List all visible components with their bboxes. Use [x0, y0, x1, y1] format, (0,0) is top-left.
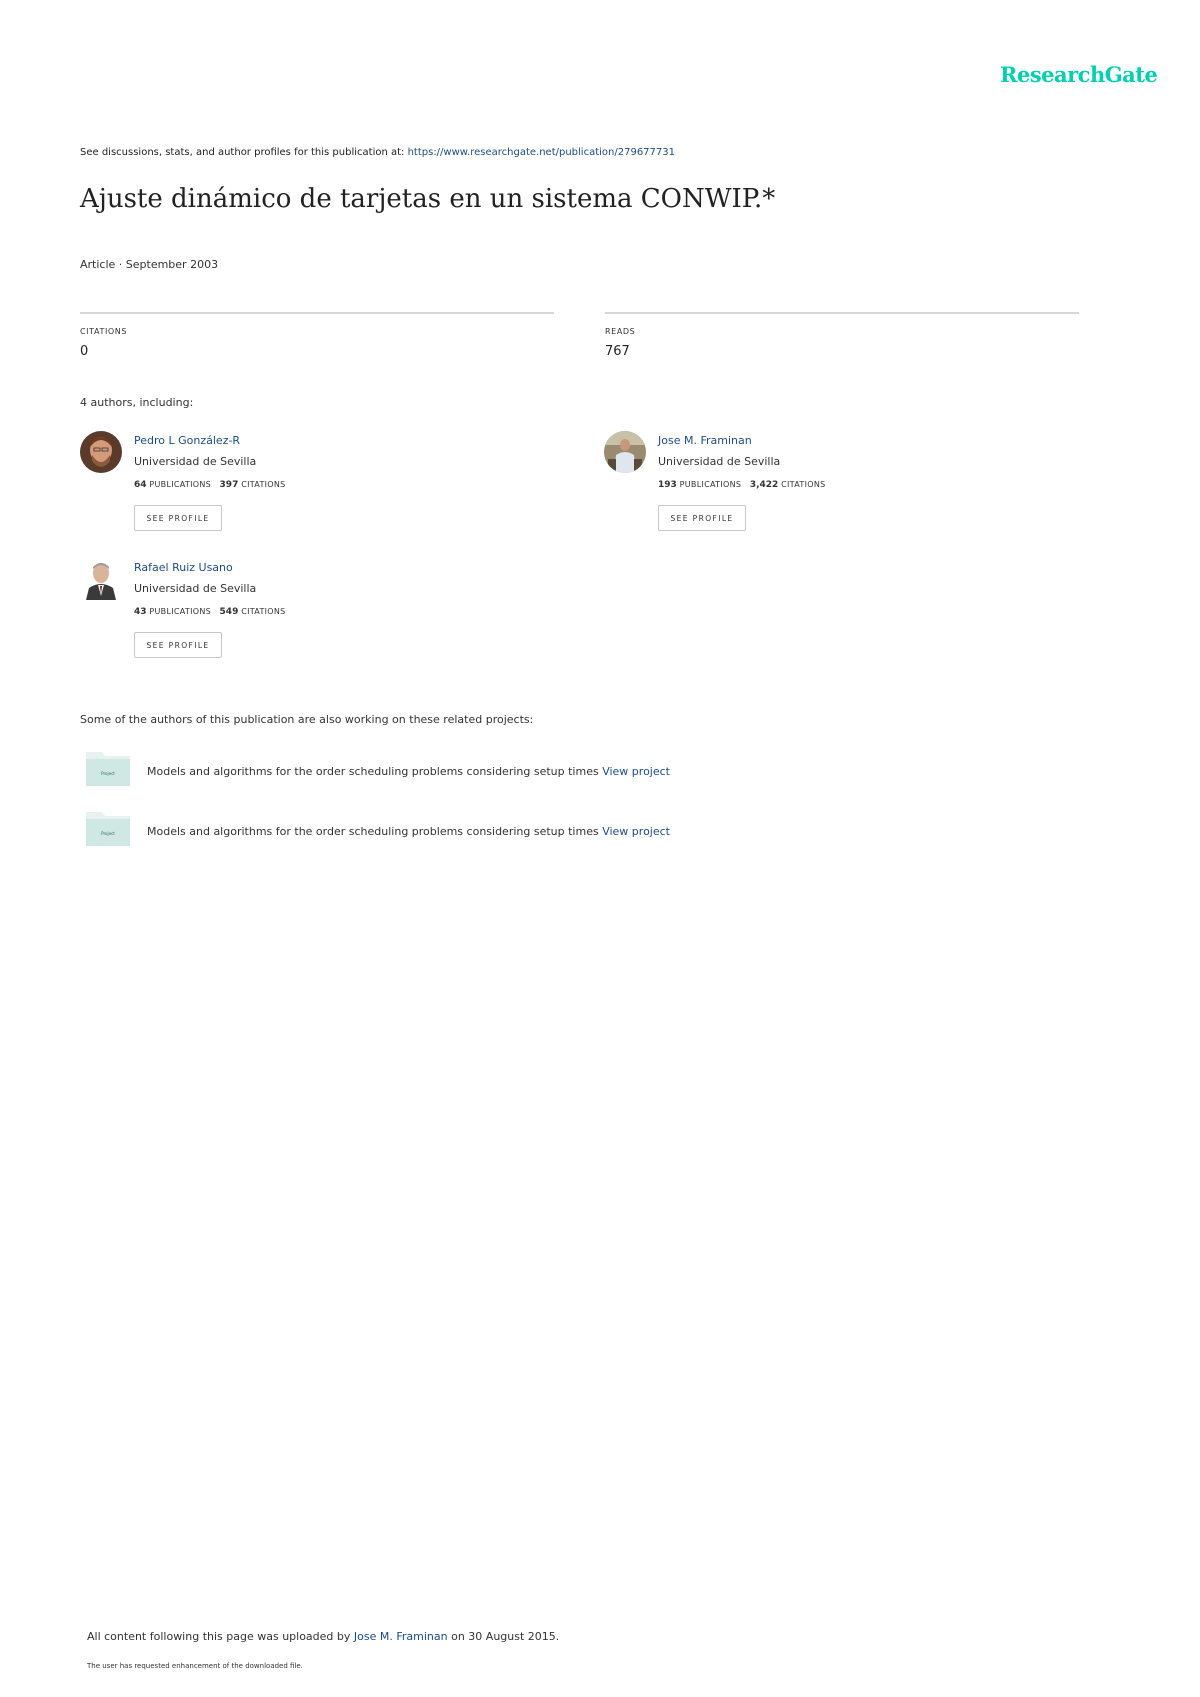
- upload-prefix: All content following this page was uploaded by: [87, 1630, 354, 1643]
- author-name-jose[interactable]: Jose M. Framinan: [658, 434, 752, 447]
- header-line: [80, 147, 675, 158]
- citations-word: CITATIONS: [781, 480, 826, 489]
- author-institution-pedro: Universidad de Sevilla: [134, 455, 257, 468]
- publications-word: PUBLICATIONS: [149, 607, 212, 616]
- publications-count: 43: [134, 607, 147, 617]
- publication-meta: Article · September 2003: [80, 258, 219, 271]
- citations-value: 0: [80, 344, 89, 359]
- reads-label: READS: [605, 327, 636, 336]
- publications-count: 64: [134, 480, 147, 490]
- project-item: [147, 765, 670, 778]
- researchgate-logo[interactable]: ResearchGate: [1000, 62, 1158, 87]
- avatar-photo-icon: [80, 558, 122, 600]
- author-name-pedro[interactable]: Pedro L González-R: [134, 434, 241, 447]
- citations-count: 3,422: [749, 480, 779, 490]
- view-project-link[interactable]: View project: [602, 825, 670, 838]
- citations-word: CITATIONS: [241, 607, 286, 616]
- enhancement-note: The user has requested enhancement of the downloaded file.: [87, 1662, 303, 1670]
- project-item: [147, 825, 670, 838]
- avatar-jose[interactable]: [604, 431, 646, 473]
- uploader-link[interactable]: Jose M. Framinan: [353, 1630, 448, 1643]
- see-profile-button-rafael[interactable]: SEE PROFILE: [134, 632, 222, 658]
- avatar-rafael[interactable]: [80, 558, 122, 600]
- citations-word: CITATIONS: [241, 480, 286, 489]
- avatar-pedro[interactable]: [80, 431, 122, 473]
- upload-note: [87, 1630, 559, 1643]
- project-folder-label: Project: [101, 771, 115, 776]
- publication-title: Ajuste dinámico de tarjetas en un sistema CONWIP.*: [80, 184, 776, 214]
- citations-count: 549: [219, 607, 239, 617]
- publications-word: PUBLICATIONS: [149, 480, 212, 489]
- project-description: Models and algorithms for the order scheduling problems considering setup times: [147, 765, 603, 778]
- reads-value: 767: [605, 344, 630, 359]
- avatar-photo-icon: [604, 431, 646, 473]
- citations-label: CITATIONS: [80, 327, 128, 336]
- project-folder-icon: [86, 750, 130, 786]
- upload-suffix: on 30 August 2015.: [447, 1630, 560, 1643]
- author-institution-jose: Universidad de Sevilla: [658, 455, 781, 468]
- avatar-photo-icon: [80, 431, 122, 473]
- publication-url-link[interactable]: https://www.researchgate.net/publication/279677731: [407, 147, 675, 158]
- see-profile-button-jose[interactable]: SEE PROFILE: [658, 505, 746, 531]
- author-name-rafael[interactable]: Rafael Ruiz Usano: [134, 561, 233, 574]
- reads-divider: [605, 312, 1079, 314]
- author-institution-rafael: Universidad de Sevilla: [134, 582, 257, 595]
- see-discussions-text: See discussions, stats, and author profiles for this publication at:: [80, 147, 408, 158]
- related-projects-heading: Some of the authors of this publication are also working on these related projects:: [80, 713, 534, 726]
- publications-word: PUBLICATIONS: [679, 480, 742, 489]
- authors-heading: 4 authors, including:: [80, 396, 194, 409]
- project-folder-icon: [86, 810, 130, 846]
- author-stats-rafael: [134, 607, 286, 617]
- author-stats-pedro: [134, 480, 286, 490]
- see-profile-button-pedro[interactable]: SEE PROFILE: [134, 505, 222, 531]
- view-project-link[interactable]: View project: [602, 765, 670, 778]
- project-description: Models and algorithms for the order scheduling problems considering setup times: [147, 825, 603, 838]
- publications-count: 193: [658, 480, 677, 490]
- author-stats-jose: [658, 480, 826, 490]
- citations-divider: [80, 312, 554, 314]
- project-folder-label: Project: [101, 831, 115, 836]
- citations-count: 397: [219, 480, 239, 490]
